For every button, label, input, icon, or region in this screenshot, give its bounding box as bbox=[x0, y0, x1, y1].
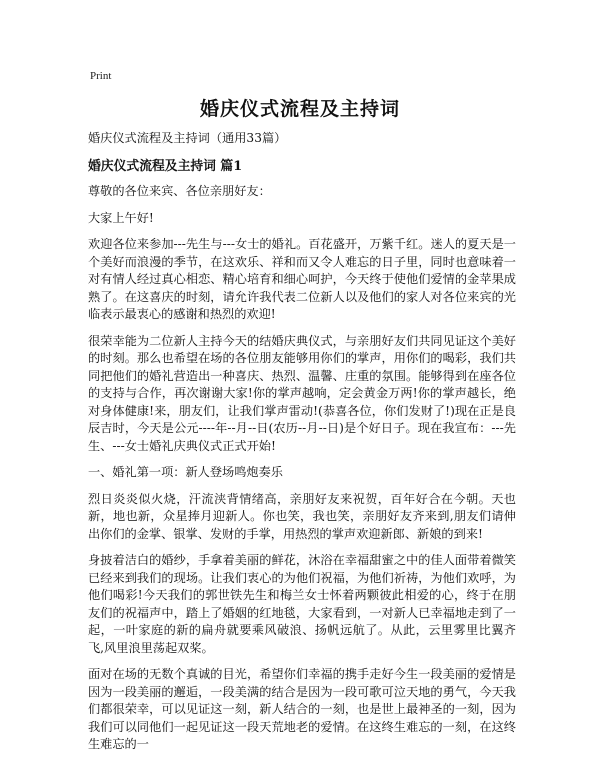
paragraph: 身披着洁白的婚纱，手拿着美丽的鲜花，沐浴在幸福甜蜜之中的佳人面带着微笑已经来到我们的现场。让我们衷心的为他们祝福，为他们祈祷，为他们欢呼，为他们喝彩!今天我们的郭世铁先生和梅兰女士怀着两颗彼此相爱的心，终于在朋友们的祝福声中，踏上了婚姻的红地毯，大家看到，一对新人已幸福地走到了一起，一叶家庭的新的扁舟就要乘风破浪、扬帆远航了。从此，云里雾里比翼齐飞,风里浪里荡起双桨。 bbox=[88, 553, 516, 655]
salutation: 尊敬的各位来宾、各位亲朋好友： bbox=[88, 184, 271, 198]
paragraph: 很荣幸能为二位新人主持今天的结婚庆典仪式，与亲朋好友们共同见证这个美好的时刻。那么也希望在场的各位朋友能够用你们的掌声，用你们的喝彩，我们共同把他们的婚礼营造出一种喜庆、热烈、温馨、庄重的氛围。能够得到在座各位的支持与合作，再次谢谢大家!你的掌声越响，定会黄金万两!你的掌声越长，绝对身体健康!来，朋友们，让我们掌声雷动!(恭喜各位，你们发财了!)现在正是良辰吉时，今天是公元----年--月--日(农历--月--日)是个好日子。现在我宣布：---先生、---女士婚礼庆典仪式正式开始! bbox=[88, 333, 516, 453]
document-subtitle: 婚庆仪式流程及主持词（通用33篇） bbox=[88, 131, 287, 145]
page-title: 婚庆仪式流程及主持词 bbox=[199, 98, 400, 120]
section-heading: 婚庆仪式流程及主持词 篇1 bbox=[88, 158, 243, 174]
paragraph: 面对在场的无数个真诚的目光，希望你们幸福的携手走好今生一段美丽的爱情是因为一段美丽的邂逅，一段美满的结合是因为一段可歌可泣天地的勇气，今天我们都很荣幸，可以见证这一刻，新人结合的一刻，也是世上最神圣的一刻，因为我们可以同他们一起见证这一段天荒地老的爱情。在这终生难忘的一刻，在这终生难忘的一 bbox=[88, 667, 516, 751]
greeting: 大家上午好! bbox=[88, 210, 154, 225]
subsection-heading: 一、婚礼第一项：新人登场鸣炮奏乐 bbox=[88, 465, 283, 479]
paragraph: 欢迎各位来参加---先生与---女士的婚礼。百花盛开，万紫千红。迷人的夏天是一个美好而浪漫的季节，在这欢乐、祥和而又令人难忘的日子里，同时也意味着一对有情人经过真心相恋、精心培育和细心呵护，今天终于使他们爱情的金苹果成熟了。在这喜庆的时刻，请允许我代表二位新人以及他们的家人对各位来宾的光临表示最衷心的感谢和热烈的欢迎! bbox=[88, 237, 516, 321]
print-label[interactable]: Print bbox=[90, 70, 112, 82]
document-body bbox=[88, 130, 516, 763]
paragraph: 烈日炎炎似火烧，汗流浃背情绪高，亲朋好友来祝贺，百年好合在今朝。天也新，地也新，众星捧月迎新人。你也笑，我也笑，亲朋好友齐来到,朋友们请伸出你们的金掌、银掌、发财的手掌，用热烈的掌声欢迎新郎、新娘的到来! bbox=[88, 491, 516, 541]
